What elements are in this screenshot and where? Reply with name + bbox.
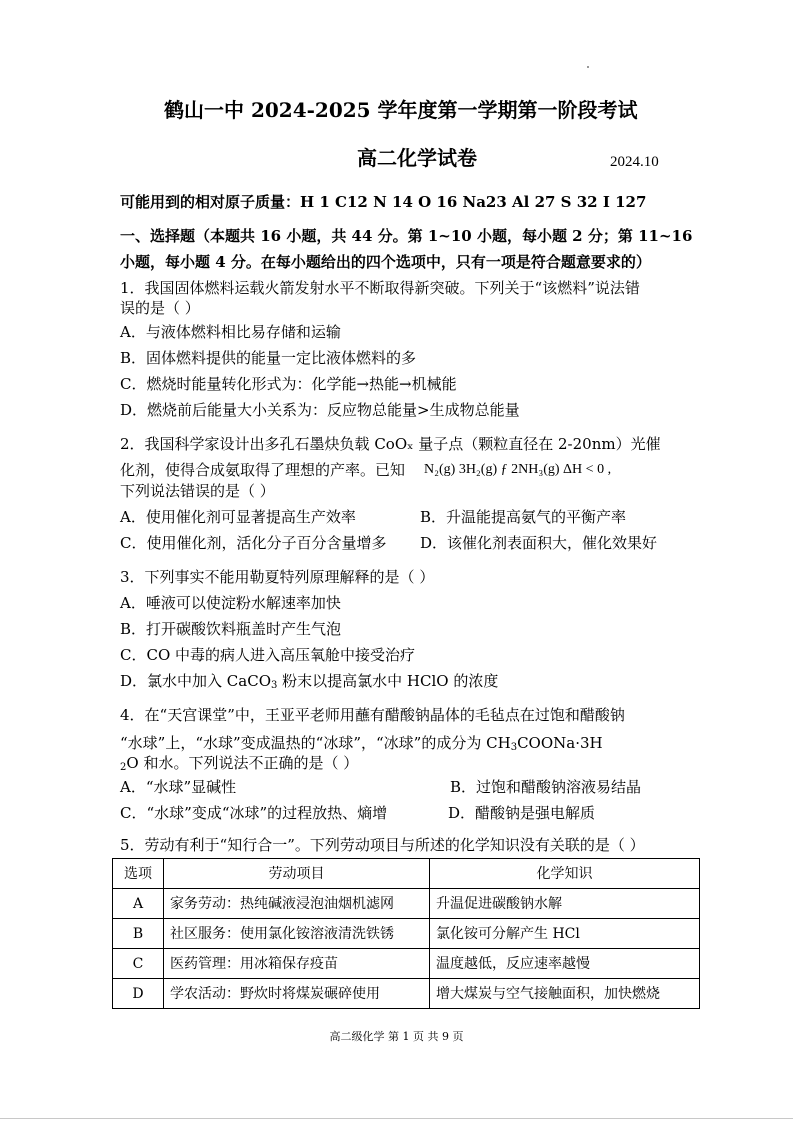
q1-stem-line2: 误的是（ ） [120, 299, 200, 317]
table-row [113, 889, 700, 919]
row-option: A [113, 889, 164, 919]
q4-option-b: B．过饱和醋酸钠溶液易结晶 [450, 778, 642, 796]
bottom-divider [0, 1118, 793, 1119]
q2-option-b: B．升温能提高氨气的平衡产率 [420, 508, 627, 526]
row-chem-knowledge: 温度越低，反应速率越慢 [430, 949, 700, 979]
q1-option-d: D．燃烧前后能量大小关系为：反应物总能量>生成物总能量 [120, 401, 520, 419]
q2-option-c: C．使用催化剂，活化分子百分含量增多 [120, 534, 387, 552]
row-labor-item: 医药管理：用冰箱保存疫苗 [164, 949, 430, 979]
row-chem-knowledge: 增大煤炭与空气接触面积，加快燃烧 [430, 979, 700, 1009]
row-option: C [113, 949, 164, 979]
row-labor-item: 社区服务：使用氯化铵溶液清洗铁锈 [164, 919, 430, 949]
q2-option-a: A．使用催化剂可显著提高生产效率 [120, 508, 356, 526]
row-chem-knowledge: 氯化铵可分解产生 HCl [430, 919, 700, 949]
q4-stem-line3: $_2$O 和水。下列说法不正确的是（ ） [120, 754, 359, 773]
q1-option-c: C．燃烧时能量转化形式为：化学能→热能→机械能 [120, 375, 457, 393]
row-labor-item: 学农活动：野炊时将煤炭碾碎使用 [164, 979, 430, 1009]
q2-stem-line1: 2．我国科学家设计出多孔石墨炔负载 CoOₓ 量子点（颗粒直径在 2-20nm）光催 [120, 435, 661, 453]
page-footer: 高二级化学 第 1 页 共 9 页 [329, 1030, 464, 1043]
q1-stem-line1: 1．我国固体燃料运载火箭发射水平不断取得新突破。下列关于“该燃料”说法错 [120, 279, 640, 297]
q4-option-a: A．“水球”显碱性 [120, 778, 237, 796]
q4-option-d: D．醋酸钠是强电解质 [448, 804, 596, 822]
q3-option-c: C．CO 中毒的病人进入高压氧舱中接受治疗 [120, 646, 416, 664]
q2-equation: N₂(g) 3H₂(g) ƒ 2NH₃(g) ΔH < 0 , [424, 462, 612, 477]
exam-subtitle: 高二化学试卷 [357, 146, 477, 170]
q2-stem-line2: 化剂，使得合成氨取得了理想的产率。已知 [120, 461, 406, 479]
q3-option-a: A．唾液可以使淀粉水解速率加快 [120, 594, 341, 612]
q3-stem: 3．下列事实不能用勒夏特列原理解释的是（ ） [120, 568, 435, 586]
table-row [113, 979, 700, 1009]
q4-stem-line1: 4．在“天宫课堂”中，王亚平老师用蘸有醋酸钠晶体的毛毡点在过饱和醋酸钠 [120, 706, 625, 724]
exam-title: 鹤山一中 2024-2025 学年度第一学期第一阶段考试 [164, 98, 638, 122]
exam-date: 2024.10 [610, 154, 659, 170]
section-heading-line2: 小题，每小题 4 分。在每小题给出的四个选项中，只有一项是符合题意要求的） [120, 253, 651, 271]
row-labor-item: 家务劳动：热纯碱液浸泡油烟机滤网 [164, 889, 430, 919]
header-labor-item: 劳动项目 [164, 859, 430, 889]
header-chem-knowledge: 化学知识 [430, 859, 700, 889]
row-chem-knowledge: 升温促进碳酸钠水解 [430, 889, 700, 919]
q4-option-c: C．“水球”变成“冰球”的过程放热、熵增 [120, 804, 388, 822]
q2-stem-line3: 下列说法错误的是（ ） [120, 482, 275, 500]
q1-option-b: B．固体燃料提供的能量一定比液体燃料的多 [120, 349, 417, 367]
row-option: D [113, 979, 164, 1009]
q5-table [112, 858, 700, 1009]
q3-option-b: B．打开碳酸饮料瓶盖时产生气泡 [120, 620, 342, 638]
q5-stem: 5．劳动有利于“知行合一”。下列劳动项目与所述的化学知识没有关联的是（ ） [120, 836, 645, 854]
table-row [113, 919, 700, 949]
q4-stem-line2: “水球”上，“水球”变成温热的“冰球”，“冰球”的成分为 $CH_3COONa\cdot 3H$ [120, 734, 603, 753]
q3-option-d: D．氯水中加入 CaCO$_3$ 粉末以提高氯水中 HClO 的浓度 [120, 672, 499, 691]
section-heading-line1: 一、选择题（本题共 16 小题，共 44 分。第 1~10 小题，每小题 2 分；第 11~16 [120, 227, 693, 245]
scan-speck [587, 66, 589, 68]
q2-option-d: D．该催化剂表面积大，催化效果好 [420, 534, 658, 552]
q1-option-a: A．与液体燃料相比易存储和运输 [120, 323, 341, 341]
table-row [113, 949, 700, 979]
header-option: 选项 [113, 859, 164, 889]
row-option: B [113, 919, 164, 949]
q5-table-header [113, 859, 700, 889]
atomic-masses: 可能用到的相对原子质量：H 1 C12 N 14 O 16 Na23 Al 27 S 32 I 127 [120, 193, 647, 211]
